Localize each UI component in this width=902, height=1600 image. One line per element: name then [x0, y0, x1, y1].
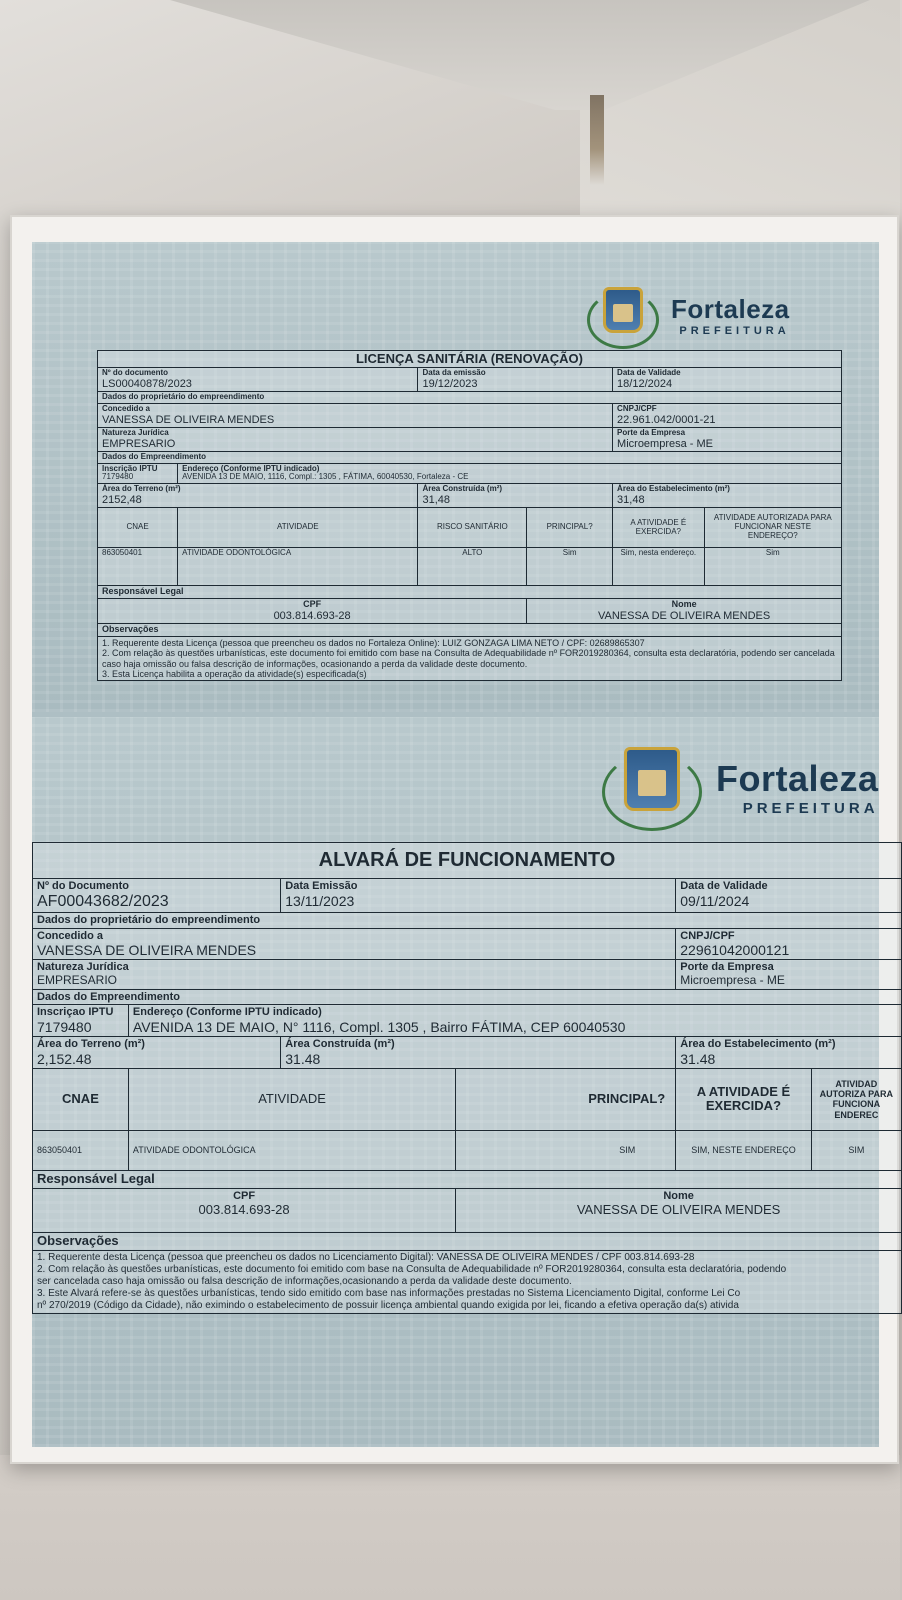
responsible-section-header: Responsável Legal	[33, 1170, 902, 1188]
establishment-area: 31,48	[617, 493, 645, 506]
company-size-label: Porte da Empresa	[680, 961, 774, 974]
enterprise-section-header: Dados do Empreendimento	[33, 989, 902, 1005]
validity-date-label: Data de Validade	[617, 368, 681, 378]
granted-to: VANESSA DE OLIVEIRA MENDES	[37, 942, 257, 959]
principal-value: SIM	[456, 1130, 676, 1170]
col-header-atividade: ATIVIDADE	[128, 1068, 455, 1130]
name-label: Nome	[671, 598, 697, 609]
company-size: Microempresa - ME	[680, 973, 785, 988]
cnpj-label: CNPJ/CPF	[680, 929, 735, 942]
observation-2: 2. Com relação às questões urbanísticas, este documento foi emitido com base na Consulta de Adequabilidade nº FOR2019280364, consulta esta declaratória, podendo	[37, 1263, 787, 1275]
iptu-label: Inscriçao IPTU	[37, 1006, 114, 1019]
validity-date: 09/11/2024	[680, 892, 750, 909]
licenca-sanitaria-sheet	[32, 242, 879, 712]
frame-glass	[32, 242, 893, 1432]
responsible-name: VANESSA DE OLIVEIRA MENDES	[576, 1201, 781, 1217]
company-size-label: Porte da Empresa	[617, 427, 686, 437]
address-label: Endereço (Conforme IPTU indicado)	[132, 1006, 322, 1019]
doc-title: ALVARÁ DE FUNCIONAMENTO	[33, 843, 902, 879]
built-area-label: Área Construída (m²)	[422, 484, 503, 494]
address-label: Endereço (Conforme IPTU indicado)	[182, 463, 320, 473]
col-header-atividade: ATIVIDADE	[178, 508, 418, 548]
doc-number-label: Nº do documento	[102, 368, 169, 378]
iptu-label: Inscrição IPTU	[102, 463, 158, 473]
owner-section-header: Dados do proprietário do empreendimento	[98, 392, 842, 404]
brand-sub: PREFEITURA	[679, 324, 790, 337]
cpf: 003.814.693-28	[198, 1201, 290, 1217]
enterprise-section-header: Dados do Empreendimento	[98, 451, 842, 463]
emission-date: 19/12/2023	[422, 378, 478, 391]
doc-title: LICENÇA SANITÁRIA (RENOVAÇÃO)	[98, 351, 842, 368]
fortaleza-logo	[587, 287, 790, 343]
authorized-value: Sim	[704, 548, 841, 586]
address: AVENIDA 13 DE MAIO, 1116, Compl.: 1305 , FÁTIMA, 60040530, Fortaleza - CE	[182, 472, 469, 482]
brand-sub: PREFEITURA	[742, 799, 879, 817]
emission-date: 13/11/2023	[285, 892, 355, 909]
observations-header: Observações	[98, 623, 842, 636]
built-area: 31.48	[285, 1050, 321, 1067]
company-size: Microempresa - ME	[617, 437, 714, 450]
legal-nature: EMPRESARIO	[102, 437, 176, 450]
observation-1: 1. Requerente desta Licença (pessoa que preencheu os dados no Fortaleza Online): LUIZ GONZAGA LIMA NETO / CPF: 02689865307	[102, 637, 645, 648]
col-header-autorizada: ATIVIDAD AUTORIZA PARA FUNCIONA ENDEREC	[811, 1068, 901, 1130]
responsible-name: VANESSA DE OLIVEIRA MENDES	[598, 609, 771, 622]
cpf: 003.814.693-28	[273, 609, 351, 622]
name-label: Nome	[663, 1189, 694, 1202]
observation-1: 1. Requerente desta Licença (pessoa que preencheu os dados no Licenciamento Digital): VANESSA DE OLIVEIRA MENDES / CPF 003.814.693-28	[37, 1251, 695, 1263]
observation-3: 3. Este Alvará refere-se às questões urbanísticas, tendo sido emitido com base nas informações prestadas no Sistema Licenciamento Digital, conforme Lei Co	[37, 1287, 741, 1299]
land-area-label: Área do Terreno (m²)	[102, 484, 181, 494]
sanitary-risk: ALTO	[418, 548, 527, 586]
col-header-exercida: A ATIVIDADE É EXERCIDA?	[676, 1068, 811, 1130]
observation-3: 3. Esta Licença habilita a operação da atividade(s) especificada(s)	[102, 668, 367, 679]
col-header-cnae: CNAE	[33, 1068, 129, 1130]
licenca-table	[97, 350, 842, 681]
activity-name: ATIVIDADE ODONTOLÓGICA	[178, 548, 418, 586]
crest-icon	[624, 747, 680, 811]
col-header-cnae: CNAE	[98, 508, 178, 548]
col-header-risco: RISCO SANITÁRIO	[418, 508, 527, 548]
observation-3-cont: nº 270/2019 (Código da Cidade), não eximindo o estabelecimento de possuir licença ambiental quando exigida por lei, ficando a efetiva operação da(s) ativida	[37, 1299, 739, 1311]
emission-date-label: Data da emissão	[422, 368, 486, 378]
doc-number: LS00040878/2023	[102, 378, 192, 391]
establishment-area: 31.48	[680, 1050, 716, 1067]
principal-value: Sim	[527, 548, 613, 586]
legal-nature-label: Natureza Jurídica	[37, 961, 129, 974]
address: AVENIDA 13 DE MAIO, N° 1116, Compl. 1305 , Bairro FÁTIMA, CEP 60040530	[132, 1019, 626, 1036]
cpf-label: CPF	[233, 1189, 256, 1202]
authorized-value: SIM	[811, 1130, 901, 1170]
wall-bottom	[0, 1455, 900, 1600]
owner-section-header: Dados do proprietário do empreendimento	[33, 913, 902, 929]
establishment-area-label: Área do Estabelecimento (m²)	[617, 484, 730, 494]
granted-to-label: Concedido a	[37, 929, 104, 942]
alvara-table	[32, 842, 902, 1314]
cnpj-label: CNPJ/CPF	[617, 403, 657, 413]
cnpj: 22.961.042/0001-21	[617, 413, 716, 426]
built-area-label: Área Construída (m²)	[285, 1038, 395, 1051]
crest-icon	[603, 287, 643, 333]
observations-header: Observações	[33, 1232, 902, 1250]
land-area-label: Área do Terreno (m²)	[37, 1038, 145, 1051]
responsible-section-header: Responsável Legal	[98, 586, 842, 599]
col-header-principal: PRINCIPAL?	[456, 1068, 676, 1130]
col-header-exercida: A ATIVIDADE É EXERCIDA?	[613, 508, 705, 548]
doc-number: AF00043682/2023	[37, 892, 169, 910]
iptu: 7179480	[102, 472, 134, 482]
validity-date: 18/12/2024	[617, 378, 673, 391]
validity-date-label: Data de Validade	[680, 880, 768, 892]
emission-date-label: Data Emissão	[285, 880, 358, 892]
fortaleza-logo-2	[602, 747, 879, 827]
cnpj: 22961042000121	[680, 942, 790, 959]
cpf-label: CPF	[303, 598, 322, 609]
granted-to-label: Concedido a	[102, 403, 151, 413]
table-row	[98, 548, 842, 586]
brand-name: Fortaleza	[716, 757, 879, 799]
brand-name: Fortaleza	[671, 293, 790, 324]
col-header-principal: PRINCIPAL?	[527, 508, 613, 548]
legal-nature: EMPRESARIO	[37, 973, 118, 988]
exercised-value: Sim, nesta endereço.	[613, 548, 705, 586]
establishment-area-label: Área do Estabelecimento (m²)	[680, 1038, 836, 1051]
cnae-code: 863050401	[33, 1130, 129, 1170]
cnae-code: 863050401	[98, 548, 178, 586]
col-header-autorizada: ATIVIDADE AUTORIZADA PARA FUNCIONAR NESTE ENDEREÇO?	[704, 508, 841, 548]
iptu: 7179480	[37, 1019, 92, 1036]
activity-name: ATIVIDADE ODONTOLÓGICA	[128, 1130, 455, 1170]
granted-to: VANESSA DE OLIVEIRA MENDES	[102, 413, 275, 426]
picture-frame	[10, 215, 899, 1464]
observation-2-cont: ser cancelada caso haja omissão ou falsa descrição de informações,ocasionando a perda da validade deste documento.	[37, 1275, 572, 1287]
observation-2: 2. Com relação às questões urbanísticas, este documento foi emitido com base na Consulta de Adequabilidade nº FOR2019280364, consulta esta declaratória, podendo ser cancelada caso haja omissão ou falsa descrição de informações, ocasionando a perda da validade deste documento.	[102, 648, 835, 669]
legal-nature-label: Natureza Jurídica	[102, 427, 169, 437]
built-area: 31,48	[422, 493, 450, 506]
alvara-funcionamento-sheet	[32, 717, 893, 1447]
table-row	[33, 1130, 902, 1170]
doc-number-label: Nº do Documento	[37, 880, 130, 892]
exercised-value: SIM, NESTE ENDEREÇO	[676, 1130, 811, 1170]
land-area: 2,152.48	[37, 1050, 92, 1067]
wall-stain	[590, 95, 604, 185]
land-area: 2152,48	[102, 493, 142, 506]
